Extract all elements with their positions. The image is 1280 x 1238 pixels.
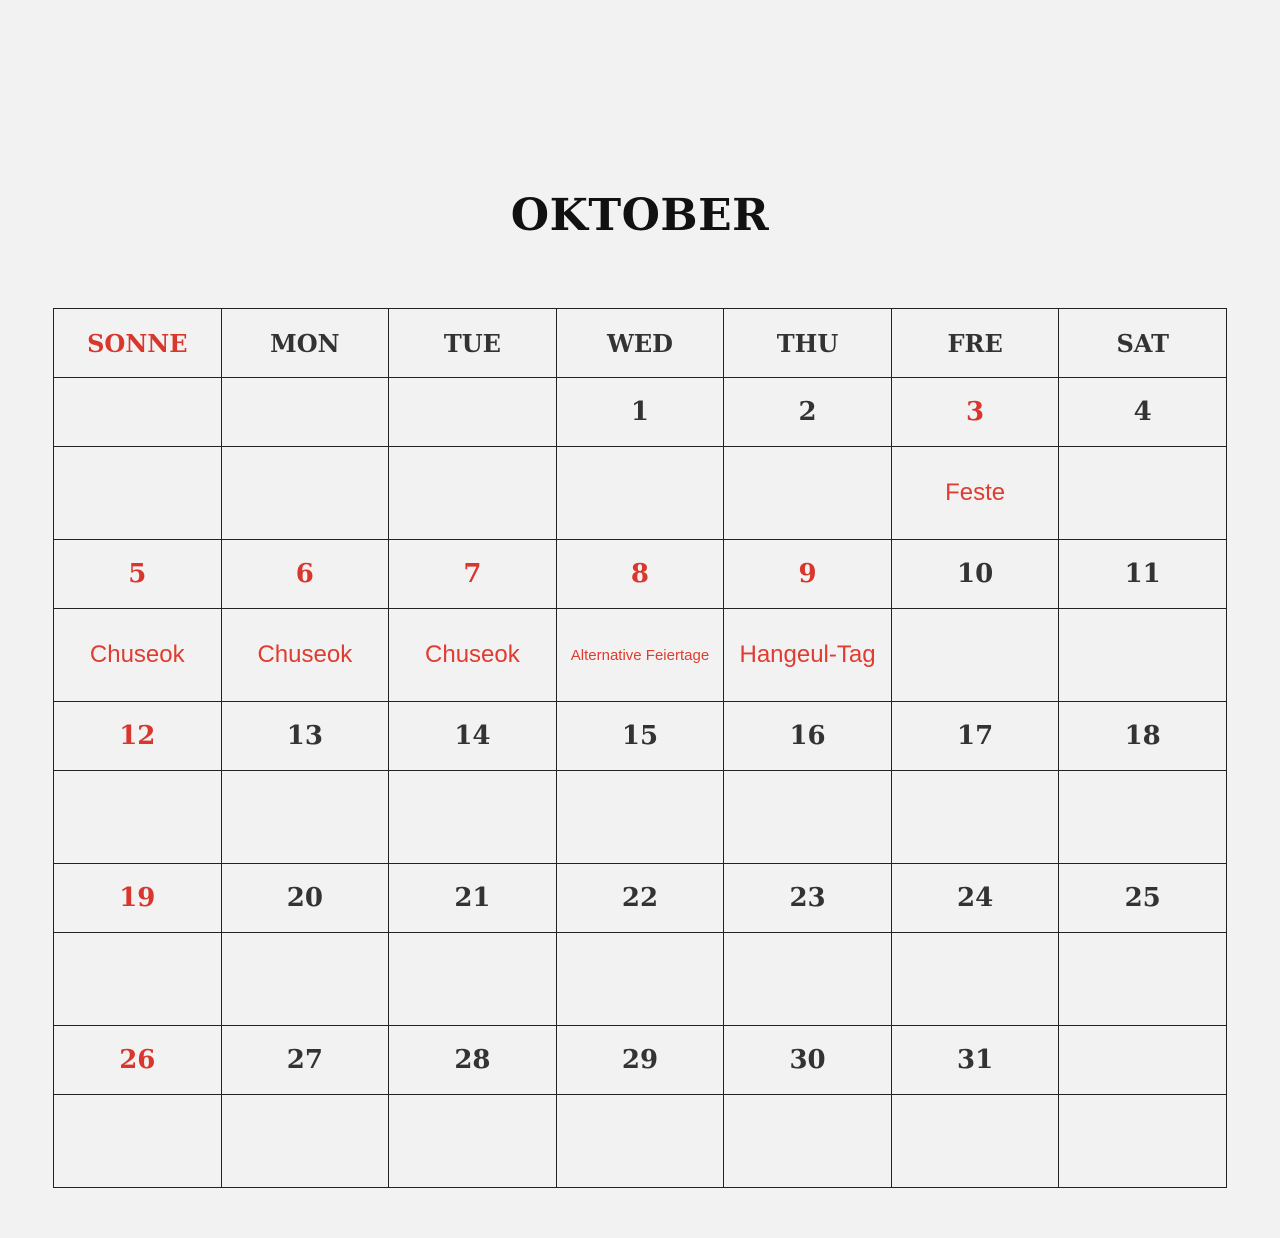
note-cell	[1059, 1095, 1227, 1188]
note-cell	[556, 447, 724, 540]
date-cell: 12	[54, 702, 222, 771]
calendar-grid	[53, 308, 1227, 1188]
date-cell: 18	[1059, 702, 1227, 771]
date-cell: 28	[389, 1026, 557, 1095]
note-cell	[389, 1095, 557, 1188]
date-cell	[1059, 1026, 1227, 1095]
week-5-notes	[54, 1095, 1227, 1188]
date-cell: 27	[221, 1026, 389, 1095]
date-cell: 22	[556, 864, 724, 933]
date-cell: 26	[54, 1026, 222, 1095]
weekday-saturday: SAT	[1059, 309, 1227, 378]
month-title: OKTOBER	[510, 190, 770, 241]
date-cell	[54, 378, 222, 447]
date-cell: 11	[1059, 540, 1227, 609]
note-cell	[1059, 447, 1227, 540]
date-cell: 17	[891, 702, 1059, 771]
note-cell	[221, 1095, 389, 1188]
note-cell	[556, 933, 724, 1026]
note-cell	[891, 771, 1059, 864]
note-cell	[54, 447, 222, 540]
week-4-notes	[54, 933, 1227, 1026]
weekday-wednesday: WED	[556, 309, 724, 378]
week-2-dates	[54, 540, 1227, 609]
week-2-notes	[54, 609, 1227, 702]
week-1-notes	[54, 447, 1227, 540]
date-cell-holiday: 6	[221, 540, 389, 609]
holiday-label: Alternative Feiertage	[556, 609, 724, 702]
note-cell	[556, 771, 724, 864]
week-1-dates	[54, 378, 1227, 447]
holiday-label: Chuseok	[221, 609, 389, 702]
weekday-sunday: SONNE	[54, 309, 222, 378]
date-cell	[389, 378, 557, 447]
week-4-dates	[54, 864, 1227, 933]
note-cell	[724, 447, 892, 540]
date-cell: 15	[556, 702, 724, 771]
weekday-header-row	[54, 309, 1227, 378]
date-cell: 31	[891, 1026, 1059, 1095]
date-cell-holiday: 3	[891, 378, 1059, 447]
date-cell: 25	[1059, 864, 1227, 933]
weekday-friday: FRE	[891, 309, 1059, 378]
date-cell: 14	[389, 702, 557, 771]
date-cell: 19	[54, 864, 222, 933]
date-cell: 20	[221, 864, 389, 933]
date-cell-holiday: 7	[389, 540, 557, 609]
date-cell: 23	[724, 864, 892, 933]
note-cell	[389, 447, 557, 540]
week-5-dates	[54, 1026, 1227, 1095]
note-cell	[724, 771, 892, 864]
note-cell	[1059, 609, 1227, 702]
note-cell	[1059, 933, 1227, 1026]
note-cell	[891, 609, 1059, 702]
date-cell: 2	[724, 378, 892, 447]
note-cell	[891, 933, 1059, 1026]
note-cell	[54, 933, 222, 1026]
note-cell	[54, 1095, 222, 1188]
date-cell	[221, 378, 389, 447]
week-3-dates	[54, 702, 1227, 771]
holiday-label: Chuseok	[389, 609, 557, 702]
date-cell: 13	[221, 702, 389, 771]
holiday-label: Chuseok	[54, 609, 222, 702]
date-cell-holiday: 8	[556, 540, 724, 609]
date-cell: 21	[389, 864, 557, 933]
note-cell	[221, 447, 389, 540]
note-cell	[891, 1095, 1059, 1188]
date-cell-holiday: 9	[724, 540, 892, 609]
date-cell: 16	[724, 702, 892, 771]
note-cell	[221, 933, 389, 1026]
note-cell	[389, 933, 557, 1026]
week-3-notes	[54, 771, 1227, 864]
note-cell	[221, 771, 389, 864]
date-cell: 1	[556, 378, 724, 447]
note-cell	[389, 771, 557, 864]
weekday-tuesday: TUE	[389, 309, 557, 378]
date-cell-holiday: 5	[54, 540, 222, 609]
date-cell: 30	[724, 1026, 892, 1095]
date-cell: 10	[891, 540, 1059, 609]
weekday-thursday: THU	[724, 309, 892, 378]
date-cell: 29	[556, 1026, 724, 1095]
date-cell: 24	[891, 864, 1059, 933]
note-cell	[724, 1095, 892, 1188]
note-cell	[556, 1095, 724, 1188]
note-cell	[724, 933, 892, 1026]
weekday-monday: MON	[221, 309, 389, 378]
note-cell	[54, 771, 222, 864]
note-cell	[1059, 771, 1227, 864]
holiday-label: Feste	[891, 447, 1059, 540]
holiday-label: Hangeul-Tag	[724, 609, 892, 702]
date-cell: 4	[1059, 378, 1227, 447]
